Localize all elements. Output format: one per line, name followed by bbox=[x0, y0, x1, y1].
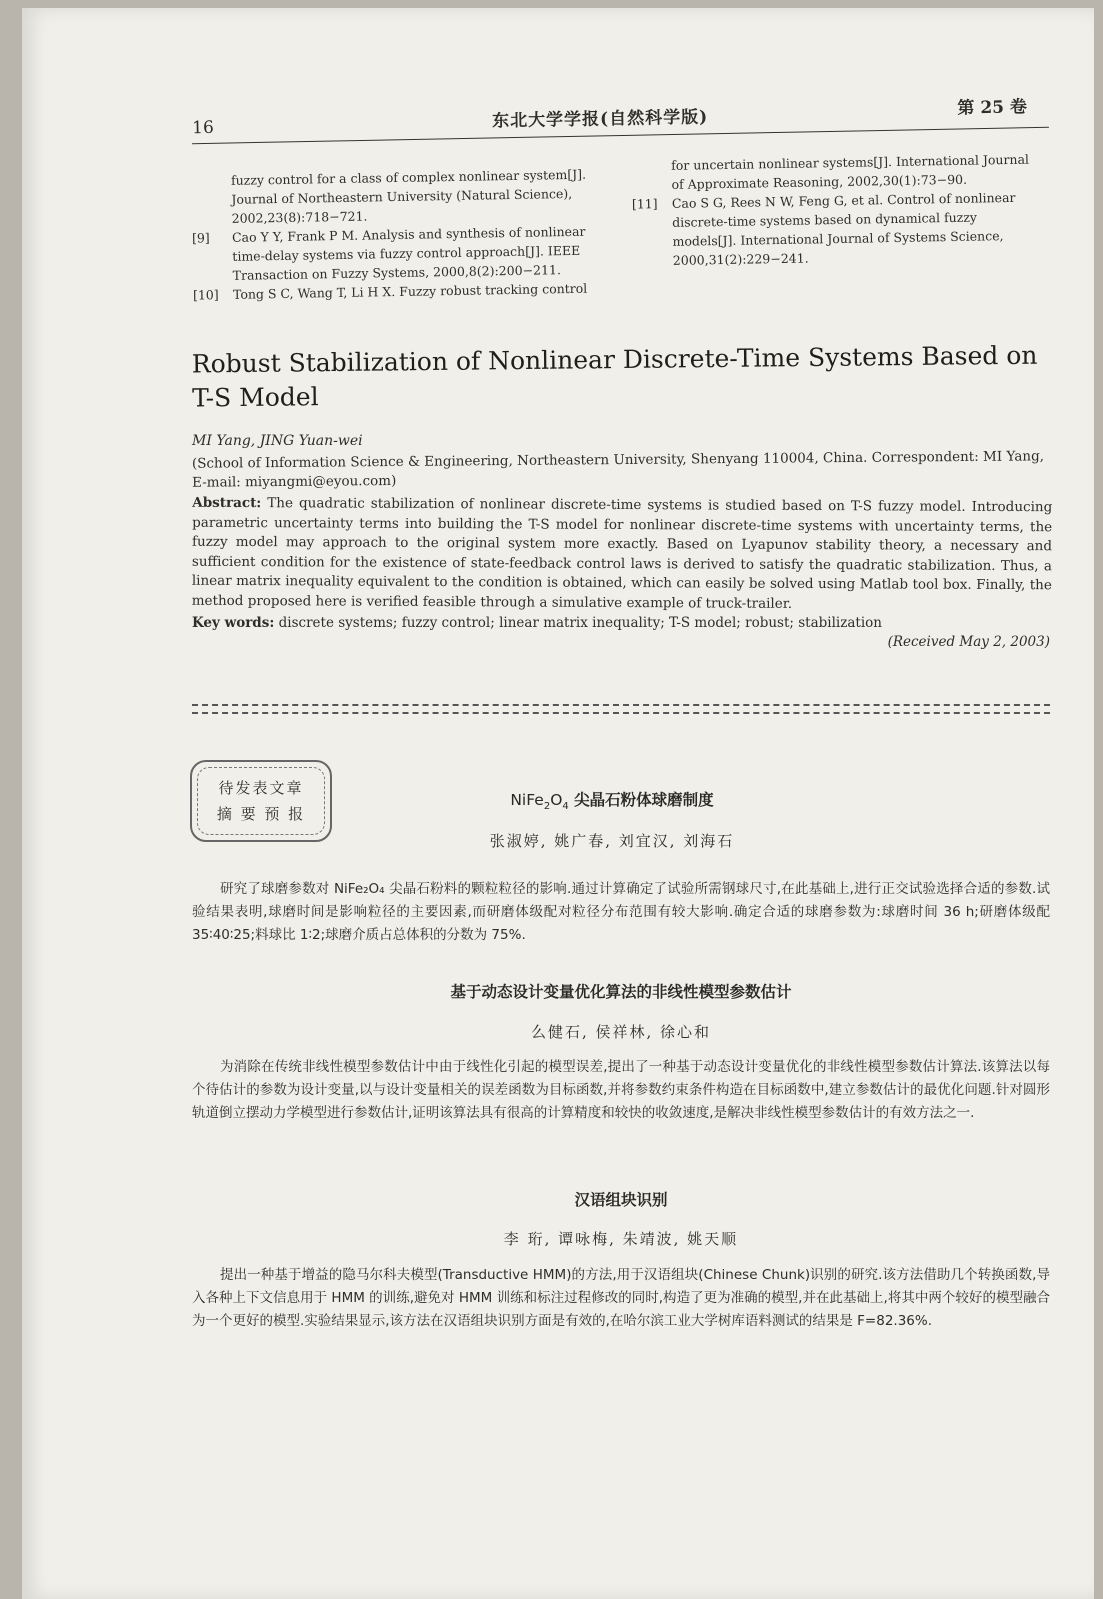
page-header bbox=[192, 92, 1047, 138]
reference-number: [9] bbox=[191, 230, 210, 246]
title-part: 尖晶石粉体球磨制度 bbox=[568, 791, 714, 809]
abstract bbox=[192, 494, 1053, 616]
page-number: 16 bbox=[191, 117, 215, 139]
title-subscript: 2 bbox=[543, 801, 551, 813]
journal-page bbox=[22, 8, 1094, 1599]
abstract-label: Abstract: bbox=[192, 494, 262, 512]
title-subscript: 4 bbox=[562, 801, 569, 813]
preview-2-authors: 么健石, 侯祥林, 徐心和 bbox=[530, 1023, 712, 1041]
preview-3-body: 提出一种基于增益的隐马尔科夫模型(Transductive HMM)的方法,用于汉语组块(Chinese Chunk)识别的研究.该方法借助几个转换函数,导入各种上下文信息用于 HMM 的训练,避免对 HMM 训练和标注过程修改的同时,构造了更为准确的模型,并在此基础上,将其中两个较好的模型融合为一个更好的模型.实验结果显示,该方法在汉语组块识别方面是有效的,在哈尔滨工业大学树库语料测试的结果是 F=82.36%. bbox=[192, 1267, 1050, 1329]
preview-badge-line1: 待发表文章 bbox=[218, 779, 304, 797]
keywords bbox=[192, 614, 1052, 633]
keywords-text: discrete systems; fuzzy control; linear matrix inequality; T-S model; robust; stabilization bbox=[278, 615, 882, 631]
preview-badge bbox=[190, 760, 332, 842]
reference-text: Cao Y Y, Frank P M. Analysis and synthesis of nonlinear time-delay systems via fuzzy control approach[J]. IEEE Transaction on Fuzzy Systems, 2000,8(2):200−211. bbox=[231, 223, 586, 283]
preview-3-authors: 李 珩, 谭咏梅, 朱靖波, 姚天顺 bbox=[503, 1230, 739, 1248]
reference-item bbox=[632, 187, 1045, 270]
abstract-text: The quadratic stabilization of nonlinear discrete-time systems is studied based on T-S fuzzy model. Introducing parametric uncertainty terms into building the T-S model for nonlinear discrete-time systems with uncertainty terms, the fuzzy model may approach to the original system more exactly. Based on Lyapunov stability theory, a necessary and sufficient condition for the existence of state-feedback control laws is derived to satisfy the quadratic stabilization. Thus, a linear matrix inequality equivalent to the condition is obtained, which can easily be solved using Matlab tool box. Finally, the method proposed here is verified feasible through a simulative example of truck-trailer. bbox=[191, 495, 1053, 612]
article-title: Robust Stabilization of Nonlinear Discrete-Time Systems Based on T-S Model bbox=[191, 340, 1038, 413]
references-left bbox=[191, 164, 603, 304]
preview-1-title bbox=[352, 788, 872, 812]
reference-text: fuzzy control for a class of complex nonlinear system[J]. Journal of Northeastern University (Natural Science), 2002,23(8):718−721. bbox=[230, 166, 587, 226]
reference-text: for uncertain nonlinear systems[J]. International Journal of Approximate Reasoning, 2002,30(1):73−90. bbox=[671, 151, 1030, 192]
reference-text: Cao S G, Rees N W, Feng G, et al. Control of nonlinear discrete-time systems based on dynamical fuzzy models[J]. International Journal of Systems Science, 2000,31(2):229−241. bbox=[671, 189, 1016, 268]
journal-name: 东北大学学报(自然科学版) bbox=[491, 107, 709, 132]
preview-1-authors: 张淑婷, 姚广春, 刘宜汉, 刘海石 bbox=[489, 832, 735, 850]
preview-badge-line2: 摘 要 预 报 bbox=[216, 805, 306, 823]
references-right bbox=[631, 149, 1045, 270]
reference-number: [11] bbox=[631, 196, 658, 212]
preview-1-body: 研究了球磨参数对 NiFe₂O₄ 尖晶石粉料的颗粒粒径的影响.通过计算确定了试验所需钢球尺寸,在此基础上,进行正交试验选择合适的参数.试验结果表明,球磨时间是影响粒径的主要因素,而研磨体级配对粒径分布范围有较大影响.确定合适的球磨参数为:球磨时间 36 h;研磨体级配 35∶40∶25;料球比 1∶2;球磨介质占总体积的分数为 75%. bbox=[192, 881, 1050, 943]
article-authors: MI Yang, JING Yuan-wei bbox=[192, 433, 363, 449]
volume-label: 第 25 卷 bbox=[957, 97, 1028, 119]
reference-number: [10] bbox=[192, 287, 219, 303]
keywords-label: Key words: bbox=[192, 615, 275, 631]
preview-2-title: 基于动态设计变量优化算法的非线性模型参数估计 bbox=[450, 983, 792, 1001]
article-affiliation: (School of Information Science & Engineering, Northeastern University, Shenyang 110004, China. Correspondent: MI Yang, E-mail: miyangmi@eyou.com) bbox=[191, 448, 1045, 491]
title-part: O bbox=[550, 791, 563, 809]
reference-text: Tong S C, Wang T, Li H X. Fuzzy robust tracking control bbox=[232, 280, 588, 302]
preview-2-body: 为消除在传统非线性模型参数估计中由于线性化引起的模型误差,提出了一种基于动态设计变量优化的非线性模型参数估计算法.该算法以每个待估计的参数为设计变量,以与设计变量相关的误差函数为目标函数,并将参数约束条件构造在目标函数中,建立参数估计的最优化问题.针对圆形轨道倒立摆动力学模型进行参数估计,证明该算法具有很高的计算精度和较快的收敛速度,是解决非线性模型参数估计的有效方法之一. bbox=[192, 1059, 1050, 1121]
reference-item bbox=[191, 164, 602, 228]
reference-item bbox=[192, 221, 603, 285]
title-part: NiFe bbox=[510, 791, 544, 809]
section-divider bbox=[192, 704, 1050, 714]
received-date: (Received May 2, 2003) bbox=[887, 634, 1050, 650]
preview-3-title: 汉语组块识别 bbox=[574, 1191, 668, 1209]
